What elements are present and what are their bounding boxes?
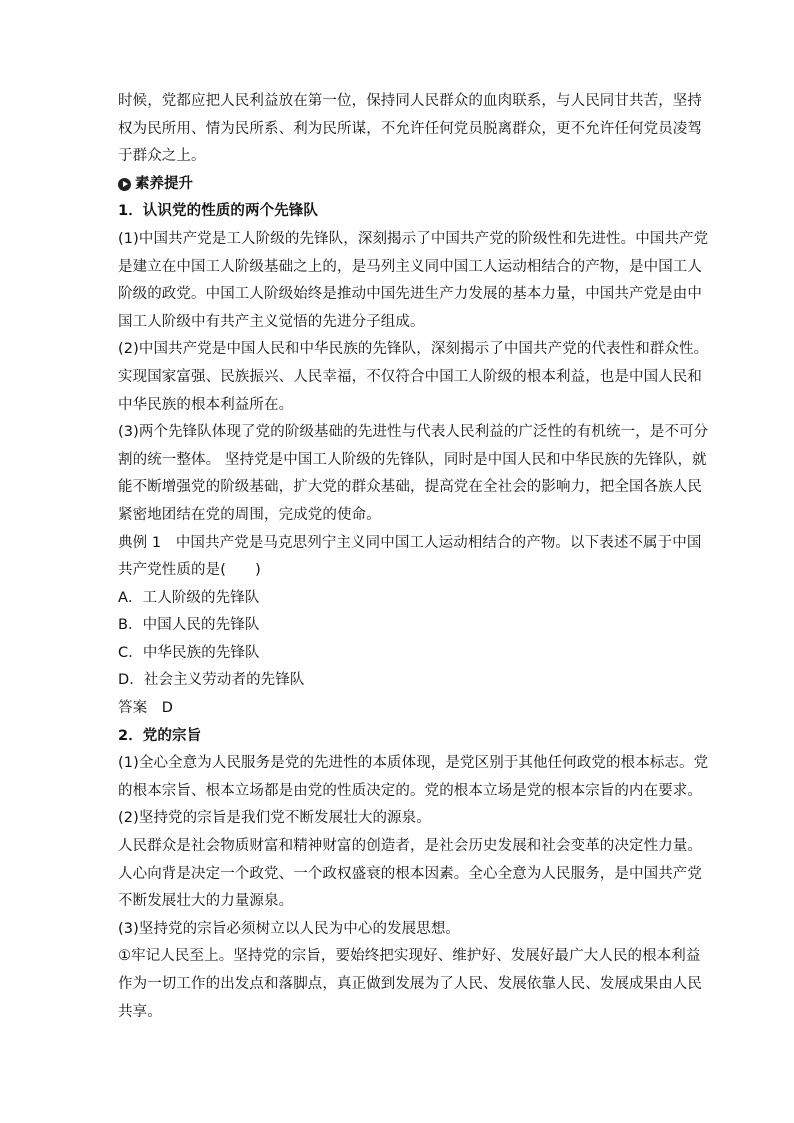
point-heading: 1．认识党的性质的两个先锋队 bbox=[118, 203, 318, 220]
section-header bbox=[118, 171, 684, 199]
text-line: 国工人阶级中有共产主义觉悟的先进分子组成。 bbox=[118, 313, 425, 330]
page-content bbox=[118, 88, 709, 1026]
example-question bbox=[118, 530, 702, 585]
option-c: C．中华民族的先锋队 bbox=[118, 644, 260, 661]
text-line: 是建立在中国工人阶级基础之上的，是马列主义同中国工人运动相结合的产物，是中国工人 bbox=[118, 258, 702, 275]
option-d: D．社会主义劳动者的先锋队 bbox=[118, 672, 305, 689]
option-list bbox=[118, 585, 684, 695]
paragraph bbox=[118, 805, 702, 915]
text-line: 不断发展壮大的力量源泉。 bbox=[118, 893, 294, 910]
text-line: (1)全心全意为人民服务是党的先进性的本质体现，是党区别于其他任何政党的根本标志。党 bbox=[118, 755, 709, 772]
option-b: B．中国人民的先锋队 bbox=[118, 617, 260, 634]
paragraph bbox=[118, 419, 709, 529]
play-circle-icon bbox=[118, 178, 131, 191]
intro-paragraph bbox=[118, 88, 702, 171]
point-heading: 2．党的宗旨 bbox=[118, 727, 202, 744]
text-line: (1)中国共产党是工人阶级的先锋队，深刻揭示了中国共产党的阶级性和先进性。中国共产党 bbox=[118, 230, 709, 247]
paragraph bbox=[118, 750, 709, 805]
text-line: 权为民所用、情为民所系、利为民所谋，不允许任何党员脱离群众，更不允许任何党员凌驾 bbox=[118, 120, 702, 137]
text-line: 共产党性质的是( ) bbox=[118, 562, 261, 579]
text-line: (2)中国共产党是中国人民和中华民族的先锋队，深刻揭示了中国共产党的代表性和群众性。 bbox=[118, 341, 709, 358]
text-line: 阶级的政党。中国工人阶级始终是推动中国先进生产力发展的基本力量，中国共产党是由中 bbox=[118, 286, 702, 303]
text-line: 时候，党都应把人民利益放在第一位，保持同人民群众的血肉联系，与人民同甘共苦，坚持 bbox=[118, 93, 702, 109]
text-line: 于群众之上。 bbox=[118, 148, 206, 165]
text-line: 紧密地团结在党的周围，完成党的使命。 bbox=[118, 506, 381, 523]
text-line: 割的统一整体。 坚持党是中国工人阶级的先锋队，同时是中国人民和中华民族的先锋队，就 bbox=[118, 451, 707, 468]
text-line: 典例 1 中国共产党是马克思列宁主义同中国工人运动相结合的产物。以下表述不属于中国 bbox=[118, 534, 702, 551]
paragraph bbox=[118, 336, 709, 419]
text-line: 人心向背是决定一个政党、一个政权盛衰的根本因素。全心全意为人民服务，是中国共产党 bbox=[118, 865, 702, 882]
text-line: 实现国家富强、民族振兴、人民幸福，不仅符合中国工人阶级的根本利益，也是中国人民和 bbox=[118, 368, 702, 385]
text-line: (2)坚持党的宗旨是我们党不断发展壮大的源泉。 bbox=[118, 810, 431, 827]
text-line: 共享。 bbox=[118, 1003, 162, 1020]
text-line: 作为一切工作的出发点和落脚点，真正做到发展为了人民、发展依靠人民、发展成果由人民 bbox=[118, 976, 702, 992]
text-line: (3)两个先锋队体现了党的阶级基础的先进性与代表人民利益的广泛性的有机统一，是不可分 bbox=[118, 424, 709, 441]
section-title: 素养提升 bbox=[135, 175, 193, 192]
answer: 答案 D bbox=[118, 700, 174, 717]
text-line: 的根本宗旨、根本立场都是由党的性质决定的。党的根本立场是党的根本宗旨的内在要求。 bbox=[118, 782, 702, 799]
text-line: ①牢记人民至上。坚持党的宗旨，要始终把实现好、维护好、发展好最广大人民的根本利益 bbox=[118, 948, 701, 965]
option-a: A．工人阶级的先锋队 bbox=[118, 589, 260, 606]
text-line: 中华民族的根本利益所在。 bbox=[118, 396, 294, 413]
text-line: 人民群众是社会物质财富和精神财富的创造者，是社会历史发展和社会变革的决定性力量。 bbox=[118, 838, 702, 855]
paragraph bbox=[118, 916, 702, 1026]
paragraph bbox=[118, 226, 709, 336]
text-line: 能不断增强党的阶级基础，扩大党的群众基础，提高党在全社会的影响力，把全国各族人民 bbox=[118, 479, 702, 496]
text-line: (3)坚持党的宗旨必须树立以人民为中心的发展思想。 bbox=[118, 920, 461, 937]
